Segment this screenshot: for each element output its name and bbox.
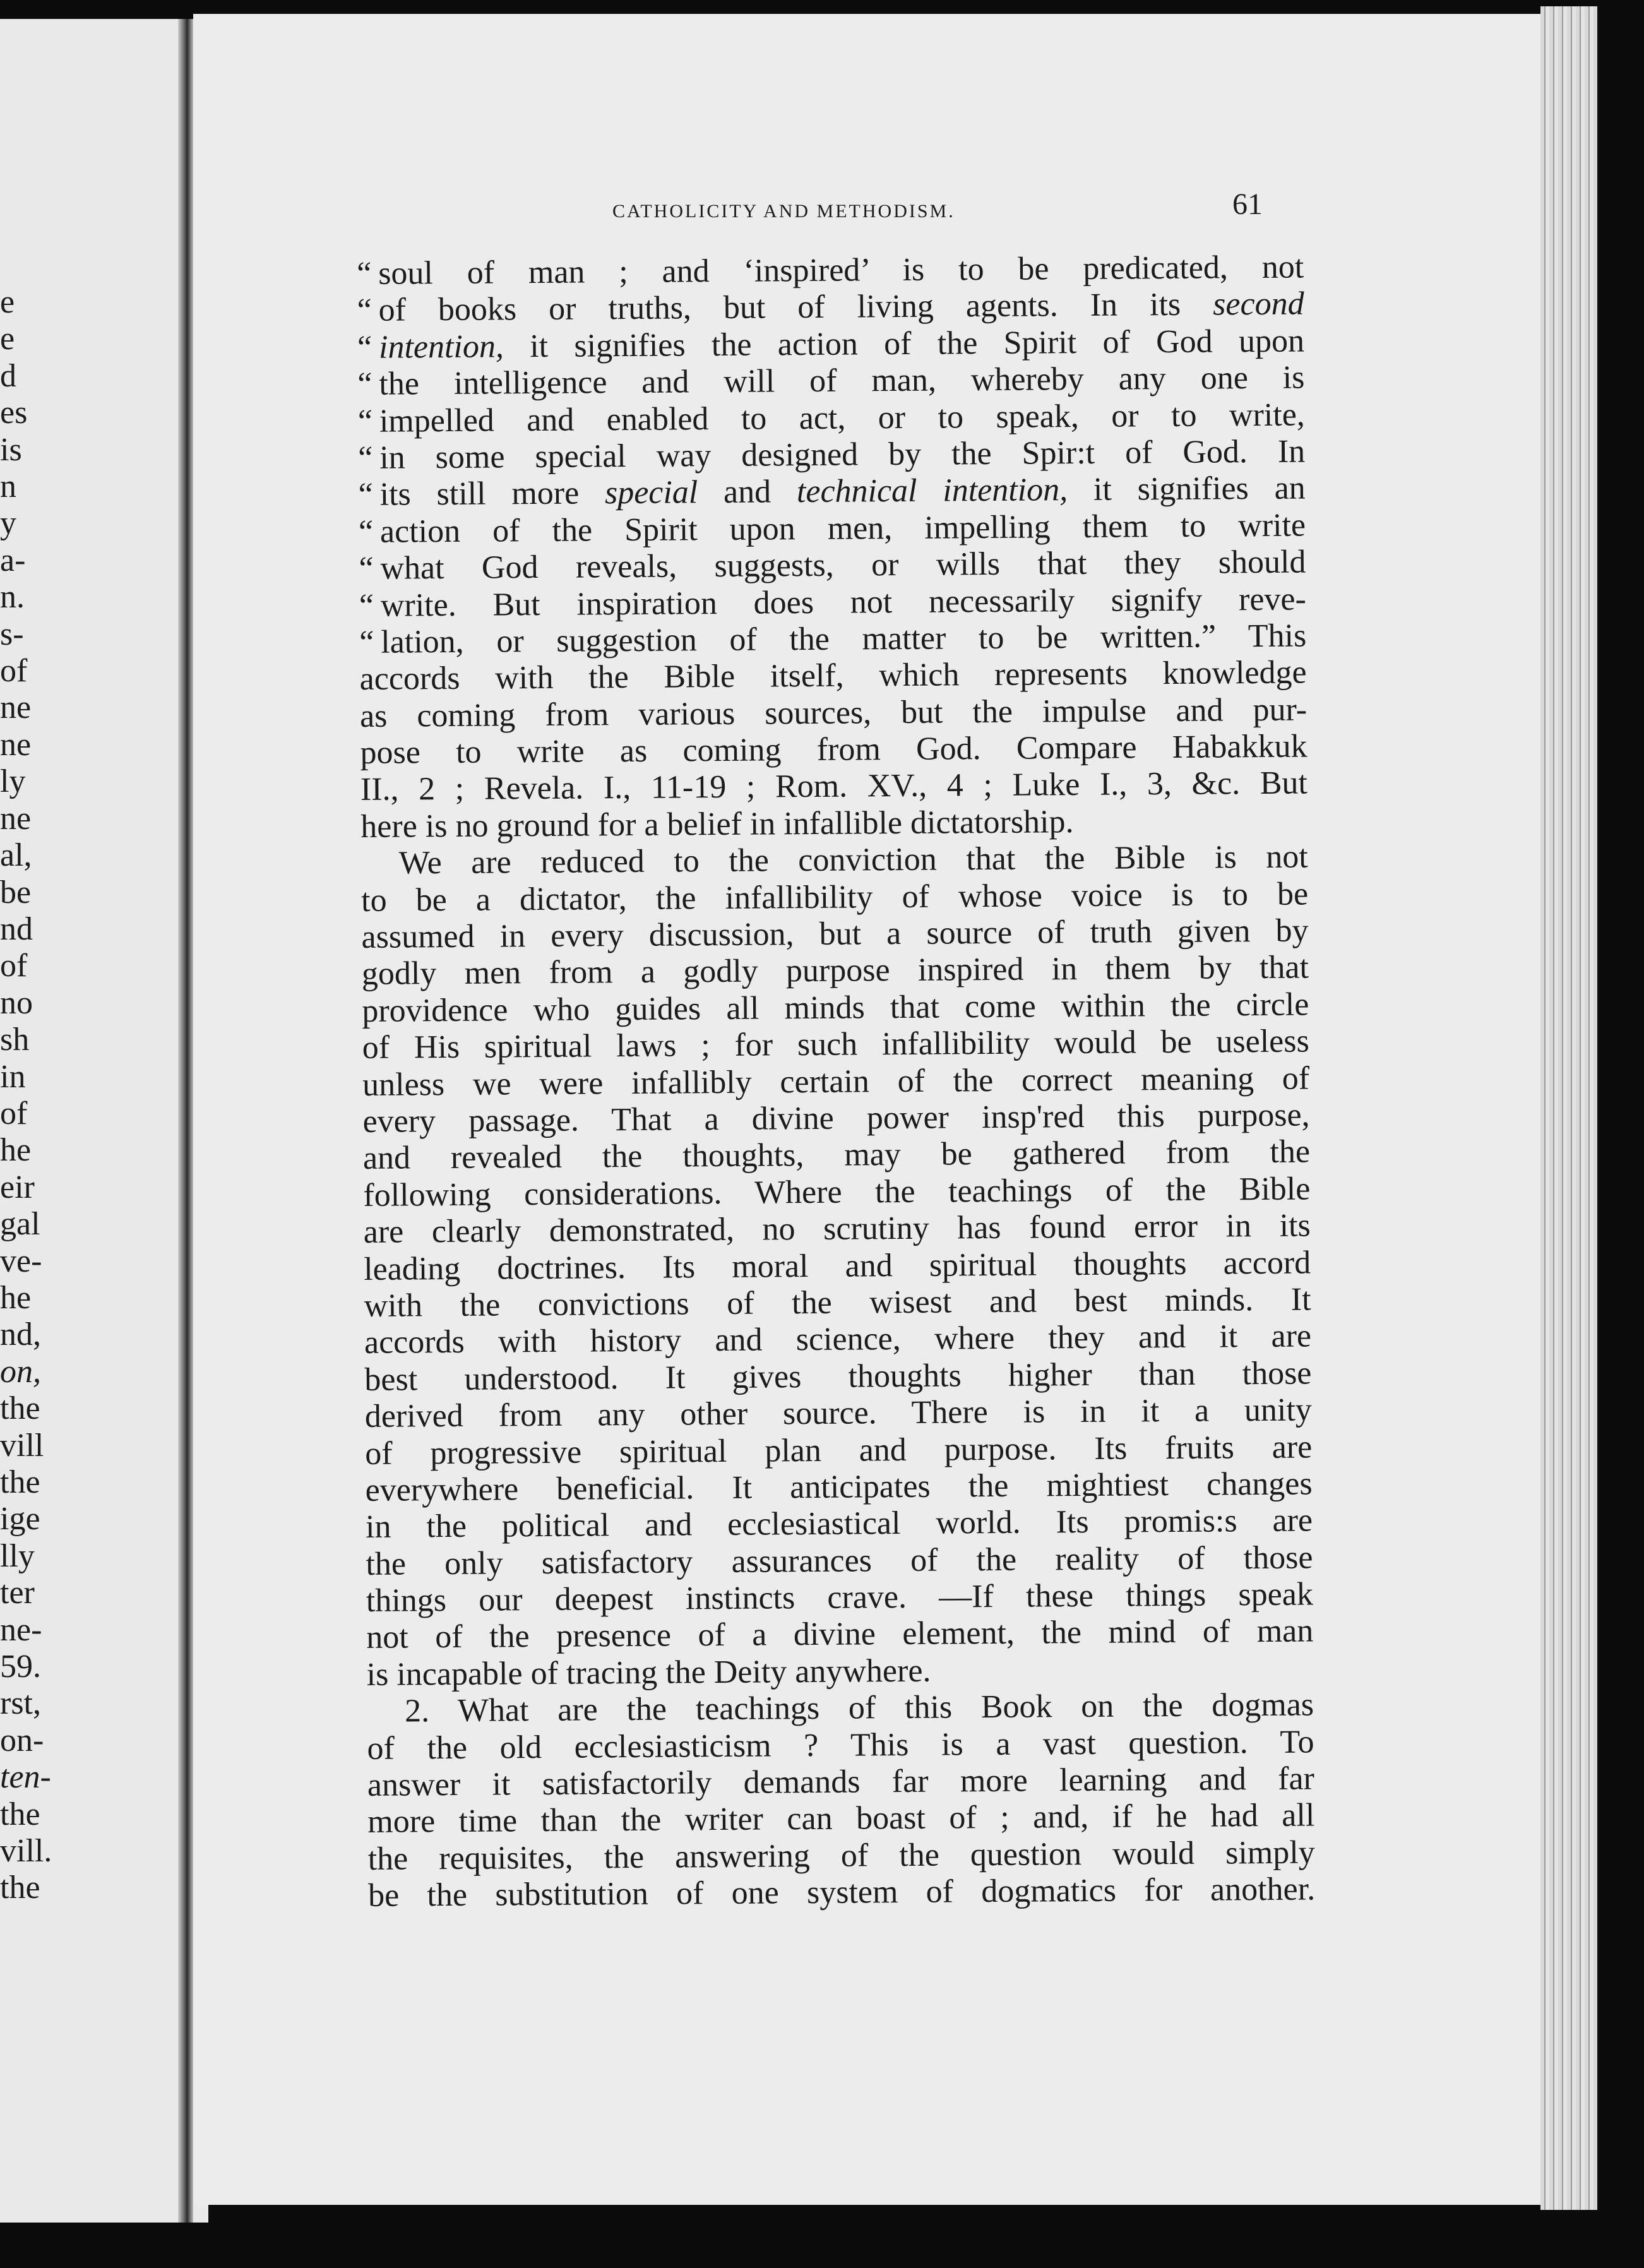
text-line: “ the intelligence and will of man, whereby any one is: [357, 359, 1305, 403]
book-gutter: [178, 19, 193, 2223]
text-line: is incapable of tracing the Deity anywhere.: [366, 1652, 931, 1693]
text-line: as coming from various sources, but the impulse and pur-: [359, 691, 1307, 734]
text-line: the only satisfactory assurances of the reality of those: [366, 1539, 1313, 1582]
page-edges: [1540, 6, 1597, 2210]
text-line: providence who guides all minds that come within the circle: [362, 986, 1309, 1029]
fragment: rst,: [0, 1685, 41, 1722]
fragment: be: [0, 874, 32, 910]
fragment: ve-: [0, 1243, 42, 1279]
text-line: of progressive spiritual plan and purpose. Its fruits are: [365, 1428, 1313, 1472]
fragment: the: [0, 1464, 40, 1500]
text-line: of His spiritual laws ; for such infallibility would be useless: [362, 1023, 1309, 1066]
text-line: assumed in every discussion, but a source of truth given by: [361, 912, 1309, 956]
fragment: of: [0, 653, 28, 689]
text-line: of the old ecclesiasticism ? This is a vast question. To: [367, 1724, 1314, 1767]
text-line: derived from any other source. There is in it a unity: [364, 1392, 1312, 1435]
fragment: n: [0, 469, 16, 505]
text-line: be the substitution of one system of dogmatics for another.: [367, 1871, 1316, 1914]
previous-page-fragment: [0, 19, 208, 2223]
fragment: he: [0, 1279, 32, 1316]
text-line: in the political and ecclesiastical world. Its promis:s are: [365, 1502, 1313, 1546]
text-line: accords with the Bible itself, which represents knowledge: [359, 654, 1307, 698]
text-line: pose to write as coming from God. Compare Habakkuk: [360, 728, 1307, 772]
fragment: he: [0, 1132, 32, 1169]
text-line: the requisites, the answering of the question would simply: [367, 1834, 1315, 1877]
fragment: e: [0, 321, 15, 357]
text-line: “ write. But inspiration does not necessarily signify reve-: [359, 581, 1307, 624]
fragment: lly: [0, 1537, 35, 1574]
text-line: following considerations. Where the teachings of the Bible: [363, 1171, 1311, 1214]
fragment: is: [0, 431, 22, 468]
fragment: e: [0, 284, 15, 320]
text-line: “ what God reveals, suggests, or wills that they should: [359, 544, 1306, 587]
fragment: es: [0, 395, 28, 431]
fragment: vill.: [0, 1833, 52, 1870]
page-number: 61: [1232, 188, 1263, 221]
fragment: 59.: [0, 1649, 41, 1685]
fragment: y: [0, 505, 16, 542]
text-line: and revealed the thoughts, may be gathered from the: [362, 1133, 1311, 1177]
fragment: ly: [0, 763, 26, 800]
page-body: [357, 249, 1315, 1915]
text-line: leading doctrines. Its moral and spiritual thoughts accord: [364, 1244, 1311, 1287]
text-line: best understood. It gives thoughts higher than those: [364, 1355, 1312, 1398]
fragment: ige: [0, 1501, 40, 1537]
fragment: on-: [0, 1722, 44, 1758]
text-line: II., 2 ; Revela. I., 11-19 ; Rom. XV., 4 ; Luke I., 3, &c. But: [360, 765, 1308, 808]
text-line: everywhere beneficial. It anticipates the mightiest changes: [365, 1465, 1313, 1508]
text-line: “ intention, it signifies the action of the Spirit of God upon: [357, 323, 1305, 366]
text-line: things our deepest instincts crave. —If these things speak: [366, 1576, 1314, 1620]
fragment: ne: [0, 726, 32, 763]
fragment: a-: [0, 542, 26, 578]
fragment: ter: [0, 1575, 35, 1611]
paragraph-first-line: We are reduced to the conviction that the Bible is not: [398, 839, 1308, 881]
text-line: with the convictions of the wisest and best minds. It: [364, 1281, 1311, 1324]
fragment: n.: [0, 579, 25, 616]
fragment: of: [0, 1095, 28, 1131]
text-line: “ soul of man ; and ‘inspired’ is to be predicated, not: [357, 249, 1304, 292]
fragment: the: [0, 1796, 40, 1832]
fragment: on,: [0, 1353, 41, 1390]
fragment: no: [0, 984, 33, 1021]
fragment: in: [0, 1058, 26, 1095]
text-line: “ impelled and enabled to act, or to speak, or to write,: [357, 397, 1305, 439]
text-line: are clearly demonstrated, no scrutiny has found error in its: [363, 1207, 1311, 1251]
fragment: s-: [0, 616, 24, 652]
paragraph-first-line: 2. What are the teachings of this Book on the dogmas: [404, 1686, 1314, 1729]
text-line: unless we were infallibly certain of the correct meaning of: [362, 1060, 1310, 1103]
fragment: sh: [0, 1022, 30, 1058]
fragment: ten-: [0, 1759, 51, 1796]
fragment: ne: [0, 689, 32, 726]
text-line: “ in some special way designed by the Spir:t of God. In: [358, 433, 1306, 476]
fragment: vill: [0, 1427, 44, 1464]
text-line: every passage. That a divine power insp'red this purpose,: [362, 1097, 1310, 1140]
text-line: “ action of the Spirit upon men, impelling them to write: [358, 507, 1306, 550]
left-page-fragments: [0, 284, 52, 1907]
fragment: eir: [0, 1169, 35, 1205]
text-line: not of the presence of a divine element, the mind of man: [366, 1613, 1314, 1656]
text-line: “ of books or truths, but of living agents. In its second: [357, 285, 1304, 329]
text-line: godly men from a godly purpose inspired in them by that: [361, 949, 1309, 993]
fragment: ne-: [0, 1611, 42, 1648]
fragment: the: [0, 1390, 40, 1427]
fragment: of: [0, 948, 28, 984]
fragment: the: [0, 1870, 40, 1906]
text-line: more time than the writer can boast of ; and, if he had all: [367, 1797, 1315, 1841]
text-line: “ its still more special and technical intention, it signifies an: [358, 470, 1306, 513]
fragment: al,: [0, 837, 32, 874]
text-line: answer it satisfactorily demands far more learning and far: [367, 1760, 1315, 1803]
fragment: nd: [0, 910, 33, 947]
text-line: “ lation, or suggestion of the matter to be written.” This: [359, 618, 1307, 660]
fragment: gal: [0, 1206, 40, 1243]
fragment: d: [0, 357, 16, 394]
running-head: CATHOLICITY AND METHODISM.: [612, 201, 955, 222]
text-line: to be a dictator, the infallibility of whose voice is to be: [360, 876, 1309, 919]
fragment: ne: [0, 800, 32, 837]
text-line: accords with history and science, where they and it are: [364, 1318, 1312, 1361]
fragment: nd,: [0, 1316, 41, 1353]
text-line: here is no ground for a belief in infallible dictatorship.: [360, 803, 1074, 845]
